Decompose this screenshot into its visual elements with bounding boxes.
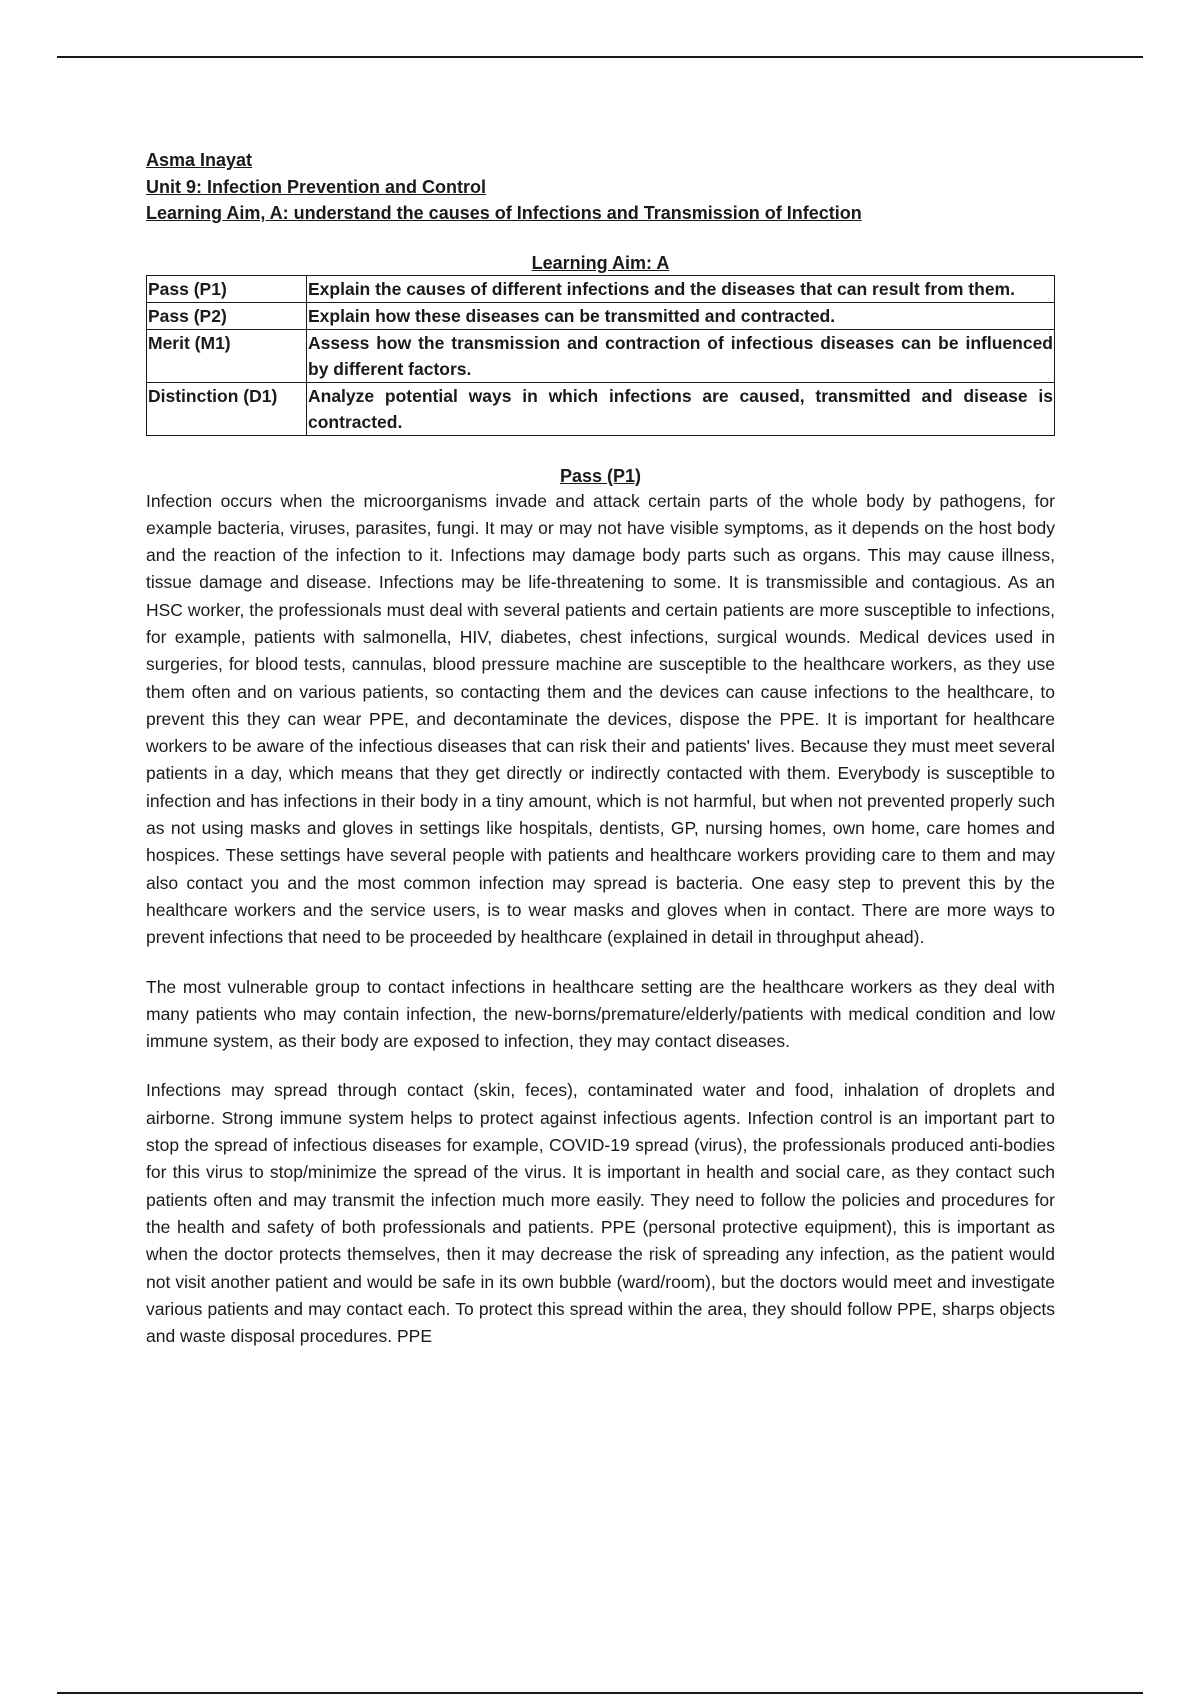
unit-title: Unit 9: Infection Prevention and Control [146, 176, 487, 197]
criteria-table-title: Learning Aim: A [531, 252, 670, 273]
table-row [147, 382, 1055, 435]
criteria-description-cell: Explain the causes of different infections and the diseases that can result from them. [307, 275, 1055, 302]
criteria-description-cell: Assess how the transmission and contraction of infectious diseases can be influenced by different factors. [307, 329, 1055, 382]
criteria-description-cell: Explain how these diseases can be transmitted and contracted. [307, 302, 1055, 329]
footer-rule [57, 1692, 1143, 1694]
grade-cell: Pass (P2) [147, 302, 307, 329]
document-page [146, 147, 1055, 1350]
grade-cell: Pass (P1) [147, 275, 307, 302]
table-row [147, 302, 1055, 329]
section-title: Pass (P1) [559, 465, 642, 486]
grade-cell: Merit (M1) [147, 329, 307, 382]
body-paragraph: Infection occurs when the microorganisms invade and attack certain parts of the whole body by pathogens, for example bacteria, viruses, parasites, fungi. It may or may not have visible symptoms, as it depends on the host body and the reaction of the infection to it. Infections may damage body parts such as organs. This may cause illness, tissue damage and disease. Infections may be life-threatening to some. It is transmissible and contagious. As an HSC worker, the professionals must deal with several patients and certain patients are more susceptible to infections, for example, patients with salmonella, HIV, diabetes, chest infections, surgical wounds. Medical devices used in surgeries, for blood tests, cannulas, blood pressure machine are susceptible to the healthcare workers, as they use them often and on various patients, so contacting them and the devices can cause infections to the healthcare, to prevent this they can wear PPE, and decontaminate the devices, dispose the PPE. It is important for healthcare workers to be aware of the infectious diseases that can risk their and patients' lives. Because they must meet several patients in a day, which means that they get directly or indirectly contacted with them. Everybody is susceptible to infection and has infections in their body in a tiny amount, which is not harmful, but when not prevented properly such as not using masks and gloves in settings like hospitals, dentists, GP, nursing homes, own home, care homes and hospices. These settings have several people with patients and healthcare workers providing care to them and may also contact you and the most common infection may spread is bacteria. One easy step to prevent this by the healthcare workers and the service users, is to wear masks and gloves when in contact. There are more ways to prevent infections that need to be proceeded by healthcare (explained in detail in throughput ahead). [146, 490, 1055, 948]
header-rule [57, 56, 1143, 58]
author-name: Asma Inayat [146, 150, 253, 170]
criteria-description-cell: Analyze potential ways in which infections are caused, transmitted and disease is contracted. [307, 382, 1055, 435]
body-paragraph: Infections may spread through contact (skin, feces), contaminated water and food, inhalation of droplets and airborne. Strong immune system helps to protect against infectious agents. Infection control is an important part to stop the spread of infectious diseases for example, COVID-19 spread (virus), the professionals produced anti-bodies for this virus to stop/minimize the spread of the virus. It is important in health and social care, as they contact such patients often and may transmit the infection much more easily. They need to follow the policies and procedures for the health and safety of both professionals and patients. PPE (personal protective equipment), this is important as when the doctor protects themselves, then it may decrease the risk of spreading any infection, as the patient would not visit another patient and would be safe in its own bubble (ward/room), but the doctors would meet and investigate various patients and may contact each. To protect this spread within the area, they should follow PPE, sharps objects and waste disposal procedures. PPE [146, 1080, 1055, 1347]
grade-cell: Distinction (D1) [147, 382, 307, 435]
table-row [147, 329, 1055, 382]
table-row [147, 275, 1055, 302]
criteria-table [146, 275, 1055, 436]
body-paragraph: The most vulnerable group to contact infections in healthcare setting are the healthcare workers as they deal with many patients who may contain infection, the new-borns/premature/elderly/patients with medical condition and low immune system, as their body are exposed to infection, they may contact diseases. [146, 976, 1055, 1052]
learning-aim-heading: Learning Aim, A: understand the causes of Infections and Transmission of Infection [146, 203, 862, 223]
